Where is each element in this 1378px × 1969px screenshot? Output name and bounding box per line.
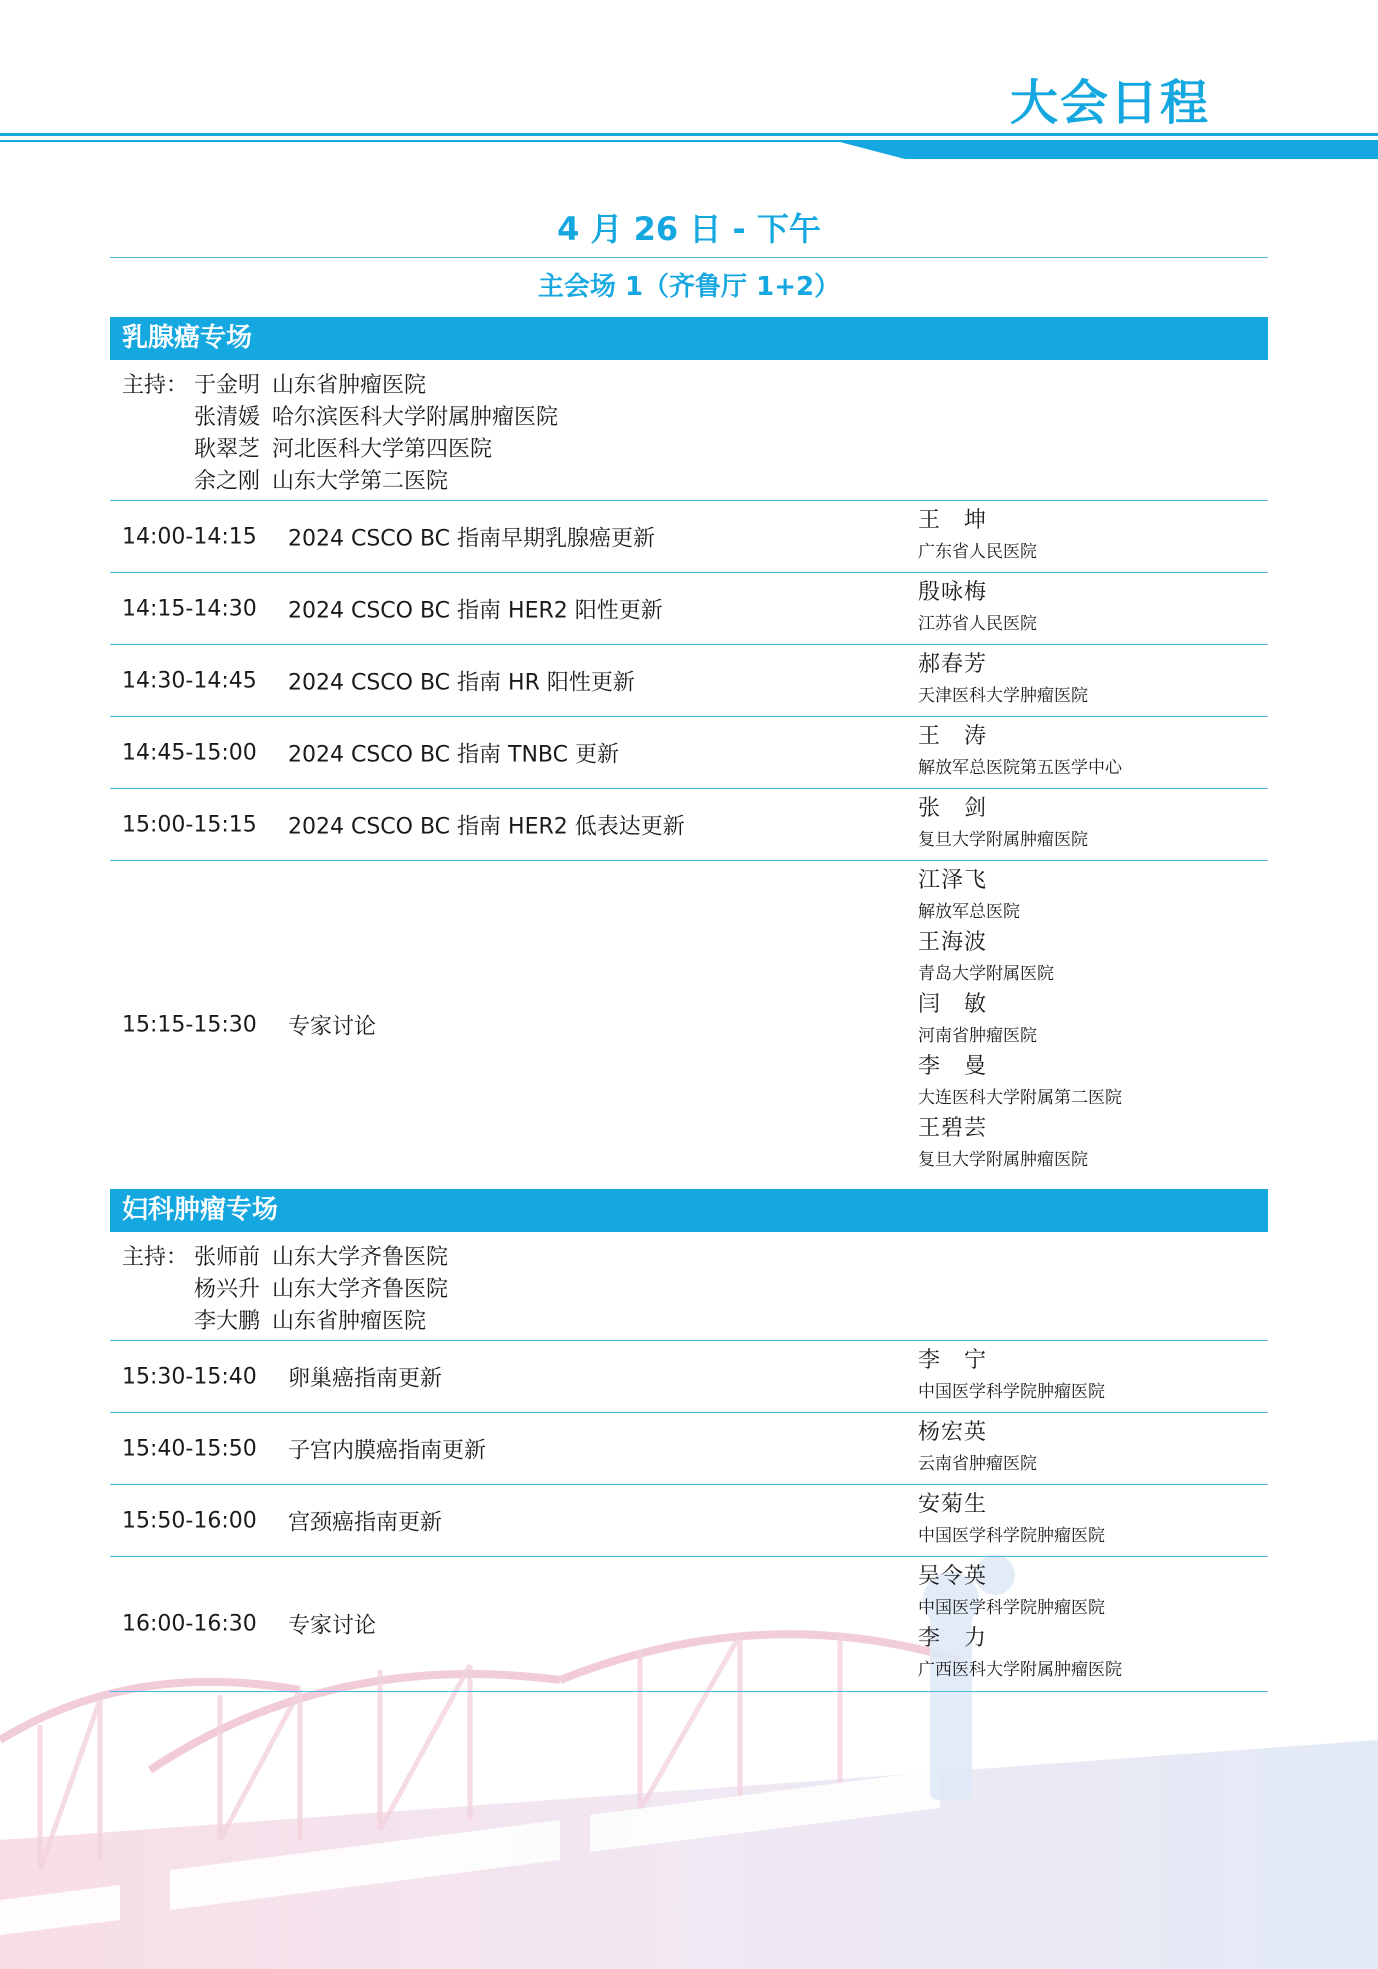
- host-institution: 山东省肿瘤医院: [272, 373, 427, 398]
- row-time: 15:40-15:50: [122, 1436, 257, 1461]
- host-name: 余之刚: [194, 469, 261, 494]
- row-topic: 专家讨论: [288, 1014, 377, 1040]
- host-line: [122, 1242, 1268, 1274]
- hosts-block: [110, 1232, 1268, 1340]
- row-speakers: [918, 577, 1037, 639]
- row-speakers: [918, 793, 1088, 855]
- schedule-row: [110, 860, 1268, 1189]
- row-topic: 专家讨论: [288, 1613, 377, 1639]
- speaker-name: 闫 敏: [918, 992, 988, 1017]
- row-time: 15:30-15:40: [122, 1364, 257, 1389]
- speaker-institution: 解放军总医院第五医学中心: [918, 758, 1122, 778]
- row-speakers: [918, 505, 1037, 567]
- speaker-name: 吴令英: [918, 1564, 988, 1589]
- speaker-name: 李 曼: [918, 1054, 988, 1079]
- row-time: 15:15-15:30: [122, 1012, 257, 1038]
- row-time: 14:30-14:45: [122, 668, 257, 693]
- host-name: 耿翠芝: [194, 437, 261, 462]
- speaker-name: 郝春芳: [918, 652, 988, 677]
- speaker-name: 王海波: [918, 930, 988, 955]
- row-topic: 2024 CSCO BC 指南早期乳腺癌更新: [288, 526, 656, 551]
- schedule-row: [110, 1484, 1268, 1556]
- row-speakers: [918, 1489, 1105, 1551]
- host-name: 张师前: [194, 1245, 261, 1270]
- section-title-breast-cancer: 乳腺癌专场: [110, 317, 1268, 360]
- row-time: 15:50-16:00: [122, 1508, 257, 1533]
- schedule-row: [110, 1340, 1268, 1412]
- host-line: [122, 402, 1268, 434]
- session-date-title: 4 月 26 日 - 下午: [557, 210, 821, 248]
- speaker-institution: 中国医学科学院肿瘤医院: [918, 1382, 1105, 1402]
- row-topic: 宫颈癌指南更新: [288, 1510, 443, 1535]
- host-line: [122, 1274, 1268, 1306]
- speaker-institution: 中国医学科学院肿瘤医院: [918, 1598, 1105, 1618]
- host-line: [122, 370, 1268, 402]
- schedule-row: [110, 1412, 1268, 1484]
- schedule-row: [110, 644, 1268, 716]
- host-institution: 山东大学第二医院: [272, 469, 449, 494]
- speaker-institution: 云南省肿瘤医院: [918, 1454, 1037, 1474]
- row-speakers: [918, 649, 1088, 711]
- speaker-institution: 中国医学科学院肿瘤医院: [918, 1526, 1105, 1546]
- schedule-row: [110, 716, 1268, 788]
- host-institution: 河北医科大学第四医院: [272, 437, 493, 462]
- speaker-name: 李 力: [918, 1626, 988, 1651]
- row-topic: 子宫内膜癌指南更新: [288, 1438, 487, 1463]
- row-speakers: [918, 1345, 1105, 1407]
- row-topic: 2024 CSCO BC 指南 HER2 低表达更新: [288, 814, 685, 839]
- host-prefix: 主持：: [122, 373, 189, 398]
- section-title-gynecologic-oncology: 妇科肿瘤专场: [110, 1189, 1268, 1232]
- speaker-name: 杨宏英: [918, 1420, 988, 1445]
- speaker-institution: 解放军总医院: [918, 902, 1020, 922]
- host-institution: 山东大学齐鲁医院: [272, 1277, 449, 1302]
- row-speakers: [918, 721, 1122, 783]
- schedule-row: [110, 788, 1268, 860]
- header-band: [0, 126, 1378, 162]
- host-name: 张清媛: [194, 405, 261, 430]
- row-topic: 卵巢癌指南更新: [288, 1366, 443, 1391]
- speaker-institution: 广西医科大学附属肿瘤医院: [918, 1660, 1122, 1680]
- host-name: 于金明: [194, 373, 261, 398]
- hosts-block: [110, 360, 1268, 500]
- speaker-name: 殷咏梅: [918, 580, 988, 605]
- speaker-name: 王碧芸: [918, 1116, 988, 1141]
- host-name: 李大鹏: [194, 1309, 261, 1334]
- speaker-name: 王 涛: [918, 724, 988, 749]
- page-title: 大会日程: [1009, 75, 1210, 131]
- speaker-institution: 青岛大学附属医院: [918, 964, 1054, 984]
- host-line: [122, 434, 1268, 466]
- schedule-row: [110, 572, 1268, 644]
- speaker-name: 安菊生: [918, 1492, 988, 1517]
- speaker-name: 李 宁: [918, 1348, 988, 1373]
- session-venue: 主会场 1（齐鲁厅 1+2）: [110, 257, 1268, 318]
- host-line: [122, 466, 1268, 498]
- row-time: 14:45-15:00: [122, 740, 257, 765]
- host-institution: 山东省肿瘤医院: [272, 1309, 427, 1334]
- row-time: 14:00-14:15: [122, 524, 257, 549]
- speaker-institution: 江苏省人民医院: [918, 614, 1037, 634]
- row-time: 15:00-15:15: [122, 812, 257, 837]
- speaker-institution: 天津医科大学肿瘤医院: [918, 686, 1088, 706]
- row-speakers: [918, 865, 1122, 1175]
- row-time: 16:00-16:30: [122, 1611, 257, 1637]
- speaker-institution: 大连医科大学附属第二医院: [918, 1088, 1122, 1108]
- row-speakers: [918, 1561, 1122, 1685]
- row-topic: 2024 CSCO BC 指南 HER2 阳性更新: [288, 598, 663, 623]
- schedule-row: [110, 500, 1268, 572]
- speaker-name: 王 坤: [918, 508, 988, 533]
- row-time: 14:15-14:30: [122, 596, 257, 621]
- speaker-name: 江泽飞: [918, 868, 988, 893]
- host-institution: 哈尔滨医科大学附属肿瘤医院: [272, 405, 559, 430]
- row-topic: 2024 CSCO BC 指南 HR 阳性更新: [288, 670, 635, 695]
- row-speakers: [918, 1417, 1037, 1479]
- host-institution: 山东大学齐鲁医院: [272, 1245, 449, 1270]
- host-name: 杨兴升: [194, 1277, 261, 1302]
- speaker-institution: 复旦大学附属肿瘤医院: [918, 1150, 1088, 1170]
- row-topic: 2024 CSCO BC 指南 TNBC 更新: [288, 742, 619, 767]
- speaker-institution: 河南省肿瘤医院: [918, 1026, 1037, 1046]
- host-line: [122, 1306, 1268, 1338]
- schedule-row: [110, 1556, 1268, 1692]
- speaker-institution: 广东省人民医院: [918, 542, 1037, 562]
- speaker-institution: 复旦大学附属肿瘤医院: [918, 830, 1088, 850]
- speaker-name: 张 剑: [918, 796, 988, 821]
- host-prefix: 主持：: [122, 1245, 189, 1270]
